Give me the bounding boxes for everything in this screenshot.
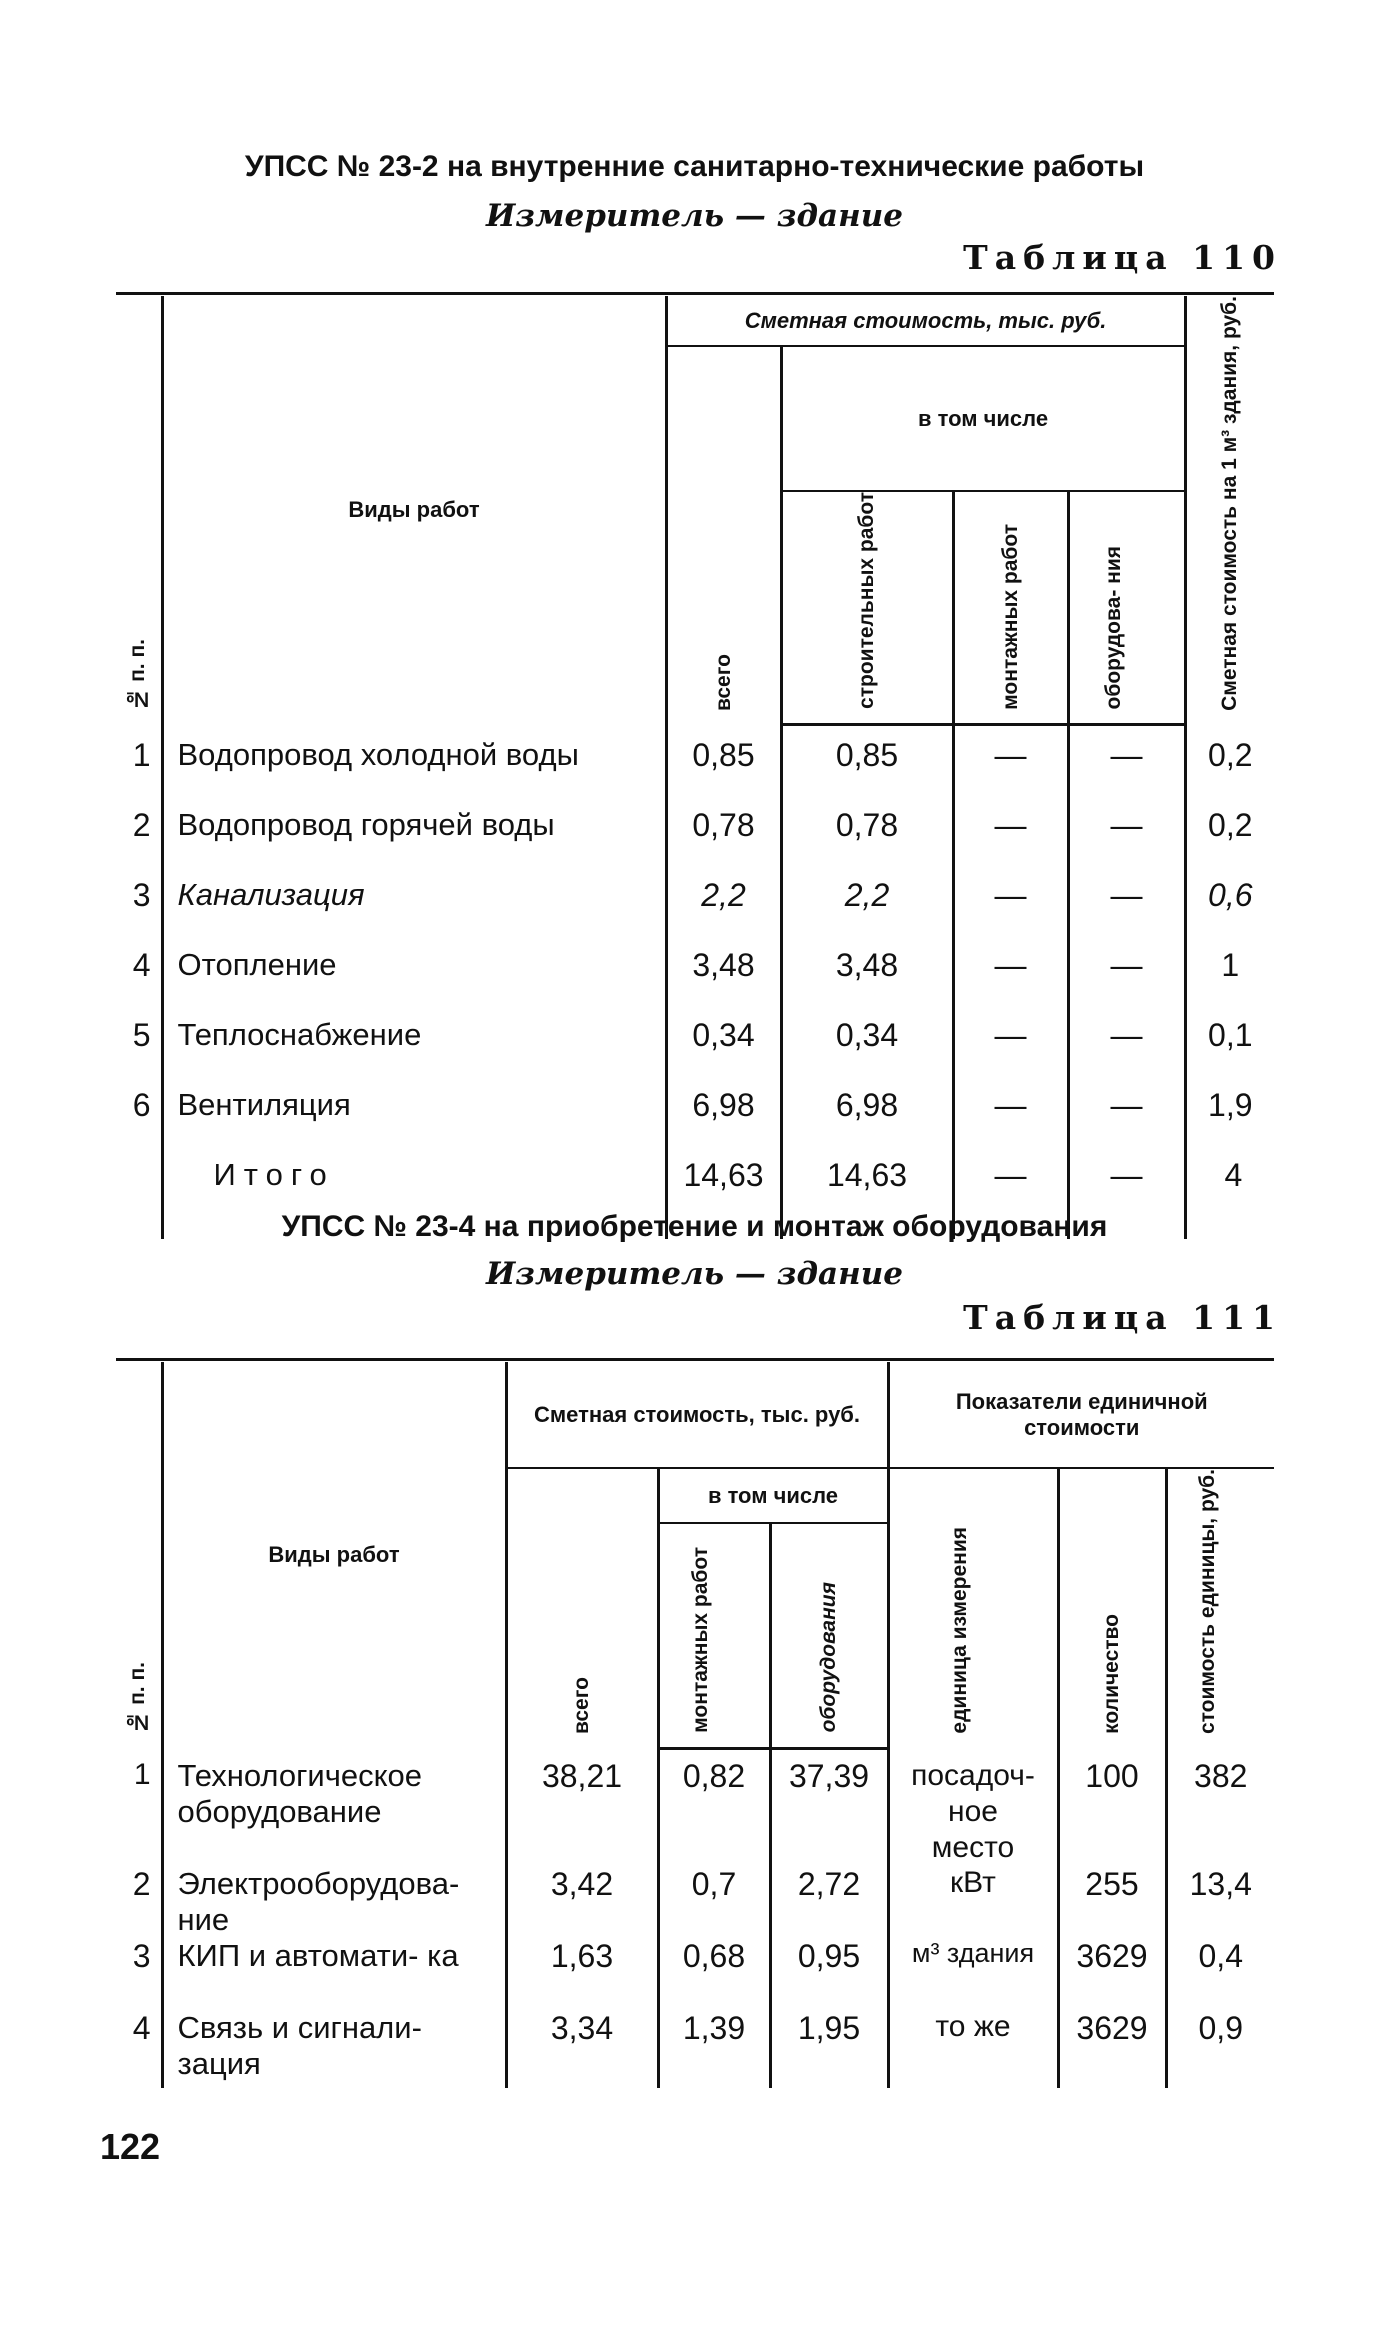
t1-row-num: 6	[132, 1086, 151, 1123]
t1-total-label: Итого	[162, 1157, 666, 1239]
t2-row-unit: то же	[888, 2010, 1058, 2088]
t2-header-num: № п. п.	[126, 1662, 150, 1735]
t1-row-name: Водопровод холодной воды	[162, 737, 666, 807]
t1-row-construction: 0,85	[781, 737, 953, 807]
t1-header-mounting: монтажных работ	[953, 491, 1068, 724]
t1-row-num: 2	[132, 806, 151, 843]
t1-row	[116, 1087, 1274, 1157]
t1-header-incl: в том числе	[781, 346, 1185, 491]
t2-header-mounting: монтажных работ	[658, 1523, 770, 1748]
t2-row	[116, 1866, 1274, 1938]
t2-row-qty: 255	[1058, 1866, 1166, 1938]
t1-row-mounting: —	[953, 1157, 1068, 1239]
t2-header-equipment: оборудования	[770, 1523, 888, 1748]
t1-row-total: 3,48	[666, 947, 781, 1017]
t1-header-construction: строительных работ	[781, 491, 953, 724]
table110-number: Таблица 110	[963, 238, 1282, 277]
t1-row-total: 0,78	[666, 807, 781, 877]
t2-row-name: Связь и сигнали- зация	[162, 2010, 506, 2088]
t2-header-unit-cost: стоимость единицы, руб.	[1166, 1468, 1274, 1748]
t2-row-equipment: 0,95	[770, 1938, 888, 2010]
t1-row-total: 6,98	[666, 1087, 781, 1157]
t1-row-mounting: —	[953, 1087, 1068, 1157]
t1-row-total: 2,2	[666, 877, 781, 947]
t1-row-equipment: —	[1068, 737, 1185, 807]
table111	[116, 1362, 1274, 2088]
t1-row-per-m3: 1	[1185, 947, 1274, 1017]
t2-row-name: Электрооборудова- ние	[162, 1866, 506, 1938]
t2-row-total: 3,42	[506, 1866, 658, 1938]
t1-row-equipment: —	[1068, 807, 1185, 877]
t2-row-unit-cost: 0,9	[1166, 2010, 1274, 2088]
t1-row-name: Вентиляция	[162, 1087, 666, 1157]
t1-row-mounting: —	[953, 947, 1068, 1017]
t1-row-total: 0,85	[666, 737, 781, 807]
t1-row	[116, 807, 1274, 877]
t1-row-mounting: —	[953, 877, 1068, 947]
t2-header-kind: Виды работ	[162, 1362, 506, 1748]
t2-header-unit: единица измерения	[888, 1468, 1058, 1748]
t2-row-unit-cost: 13,4	[1166, 1866, 1274, 1938]
t1-row-mounting: —	[953, 807, 1068, 877]
t2-header-total: всего	[506, 1468, 658, 1748]
t1-row-per-m3: 0,1	[1185, 1017, 1274, 1087]
t1-row-equipment: —	[1068, 1157, 1185, 1239]
table111-top-rule	[116, 1358, 1274, 1361]
t1-row	[116, 947, 1274, 1017]
t2-row-unit: посадоч- ное место	[888, 1758, 1058, 1866]
t1-row-num: 4	[132, 946, 151, 983]
t2-row	[116, 2010, 1274, 2088]
t1-row	[116, 877, 1274, 947]
t1-row-equipment: —	[1068, 1017, 1185, 1087]
t1-row-per-m3: 1,9	[1185, 1087, 1274, 1157]
t2-row-mounting: 0,7	[658, 1866, 770, 1938]
t2-row-mounting: 0,68	[658, 1938, 770, 2010]
t2-row-qty: 3629	[1058, 1938, 1166, 2010]
t1-row-name: Отопление	[162, 947, 666, 1017]
t1-row	[116, 737, 1274, 807]
t1-row-construction: 14,63	[781, 1157, 953, 1239]
table111-number: Таблица 111	[963, 1298, 1282, 1337]
t2-row-equipment: 1,95	[770, 2010, 888, 2088]
t2-row	[116, 1938, 1274, 2010]
t1-row-per-m3: 0,2	[1185, 737, 1274, 807]
t1-header-num: № п. п.	[126, 639, 150, 711]
t2-row-unit-cost: 382	[1166, 1758, 1274, 1866]
table110-measure: Измеритель — здание	[485, 198, 904, 234]
t2-row-equipment: 37,39	[770, 1758, 888, 1866]
t1-row-mounting: —	[953, 737, 1068, 807]
t1-row-construction: 0,34	[781, 1017, 953, 1087]
table111-measure: Измеритель — здание	[485, 1256, 904, 1292]
t2-row-total: 3,34	[506, 2010, 658, 2088]
t2-row-total: 1,63	[506, 1938, 658, 2010]
t2-row-name: Технологическое оборудование	[162, 1758, 506, 1866]
t2-row-qty: 3629	[1058, 2010, 1166, 2088]
t1-row-equipment: —	[1068, 947, 1185, 1017]
t1-row-construction: 0,78	[781, 807, 953, 877]
t2-row-num: 1	[133, 1758, 151, 1792]
table110	[116, 296, 1274, 1239]
t2-header-indicators: Показатели единичной стоимости	[888, 1362, 1274, 1468]
t2-row-equipment: 2,72	[770, 1866, 888, 1938]
t1-row-construction: 3,48	[781, 947, 953, 1017]
t2-header-cost: Сметная стоимость, тыс. руб.	[506, 1362, 888, 1468]
t2-row-mounting: 1,39	[658, 2010, 770, 2088]
t1-row-total: 0,34	[666, 1017, 781, 1087]
t1-row-num: 1	[132, 736, 151, 773]
t1-row-name: Водопровод горячей воды	[162, 807, 666, 877]
t2-header-qty: количество	[1058, 1468, 1166, 1748]
t1-header-total: всего	[666, 346, 781, 725]
t2-row-qty: 100	[1058, 1758, 1166, 1866]
t1-header-per-m3: Сметная стоимость на 1 м³ здания, руб.	[1185, 296, 1274, 725]
table111-heading: УПСС № 23-4 на приобретение и монтаж оборудования	[281, 1210, 1108, 1243]
t1-row-name: Канализация	[162, 877, 666, 947]
t1-row-construction: 6,98	[781, 1087, 953, 1157]
t2-row-mounting: 0,82	[658, 1758, 770, 1866]
t1-row-construction: 2,2	[781, 877, 953, 947]
t1-header-kind: Виды работ	[162, 296, 666, 725]
t2-row-unit: м³ здания	[888, 1938, 1058, 2010]
t1-row	[116, 1017, 1274, 1087]
t1-row-equipment: —	[1068, 877, 1185, 947]
t2-row-total: 38,21	[506, 1758, 658, 1866]
t1-header-cost: Сметная стоимость, тыс. руб.	[666, 296, 1185, 346]
t1-row-num: 5	[132, 1016, 151, 1053]
table110-heading: УПСС № 23-2 на внутренние санитарно-технические работы	[244, 150, 1145, 183]
t2-row-num: 4	[132, 2010, 151, 2047]
t2-row-unit: кВт	[888, 1866, 1058, 1938]
t1-row-total: 14,63	[666, 1157, 781, 1239]
t2-row-num: 3	[132, 1938, 151, 1975]
t1-row-num: 3	[132, 876, 151, 913]
t2-row-name: КИП и автомати- ка	[162, 1938, 506, 2010]
t2-row-num: 2	[132, 1866, 151, 1903]
t1-row-name: Теплоснабжение	[162, 1017, 666, 1087]
t1-row-equipment: —	[1068, 1087, 1185, 1157]
t1-row-per-m3: 0,6	[1185, 877, 1274, 947]
t1-row-per-m3: 4	[1185, 1157, 1274, 1239]
page-number: 122	[100, 2126, 161, 2167]
t1-row-per-m3: 0,2	[1185, 807, 1274, 877]
table110-top-rule	[116, 292, 1274, 295]
t2-header-incl: в том числе	[658, 1468, 888, 1523]
t2-row-unit-cost: 0,4	[1166, 1938, 1274, 2010]
t2-row	[116, 1758, 1274, 1866]
t1-row-mounting: —	[953, 1017, 1068, 1087]
t1-header-equipment: оборудова- ния	[1068, 491, 1185, 724]
